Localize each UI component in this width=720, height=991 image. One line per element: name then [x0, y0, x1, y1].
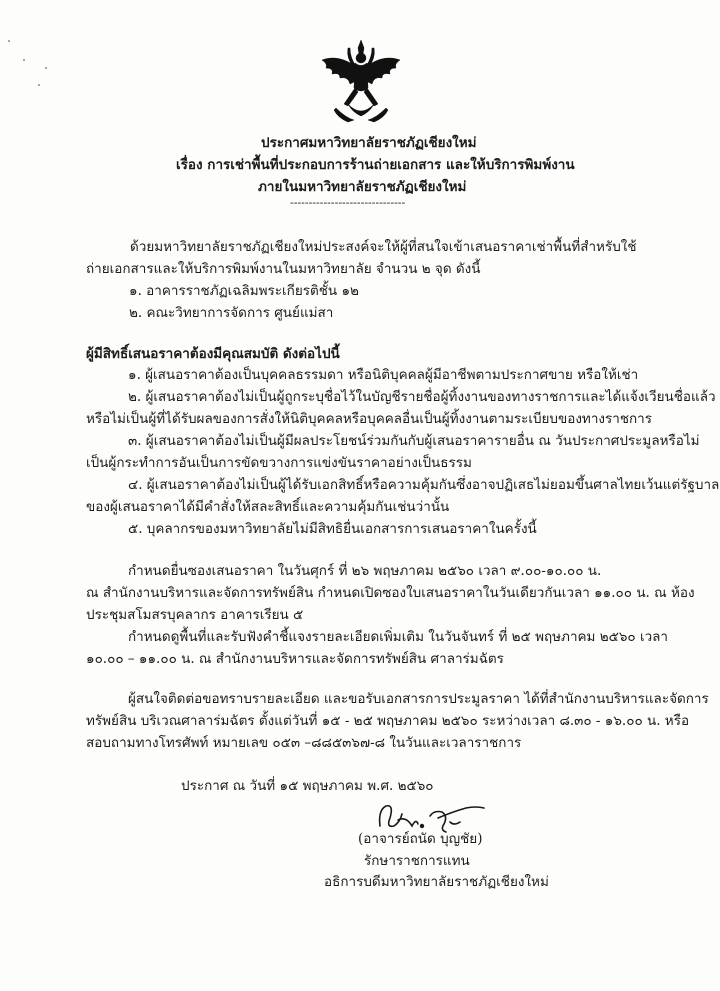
qualification-3b: เป็นผู้กระทำการอันเป็นการขัดขวางการแข่งขันราคาอย่างเป็นธรรม	[86, 455, 472, 471]
title-line-2: เรื่อง การเช่าพื้นที่ประกอบการร้านถ่ายเอกสาร และให้บริการพิมพ์งาน	[176, 157, 575, 173]
intro-item-2: ๒. คณะวิทยาการจัดการ ศูนย์แม่สา	[129, 305, 334, 321]
qualification-3a: ๓. ผู้เสนอราคาต้องไม่เป็นผู้มีผลประโยชน์ร่วมกันกับผู้เสนอราคารายอื่น ณ วันประกาศประมูลหรือไม่	[128, 433, 700, 449]
intro-line-2: ถ่ายเอกสารและให้บริการพิมพ์งานในมหาวิทยาลัย จำนวน ๒ จุด ดังนี้	[86, 261, 481, 277]
title-line-3: ภายในมหาวิทยาลัยราชภัฏเชียงใหม่	[258, 179, 467, 195]
qualifications-heading: ผู้มีสิทธิ์เสนอราคาต้องมีคุณสมบัติ ดังต่อไปนี้	[86, 346, 340, 362]
signatory-name: (อาจารย์ถนัด บุญชัย)	[358, 831, 483, 847]
contact-line-2: ทรัพย์สิน บริเวณศาลาร่มฉัตร ตั้งแต่วันที่ ๑๕ - ๒๕ พฤษภาคม ๒๕๖๐ ระหว่างเวลา ๘.๓๐ - ๑๖.๐๐ น. หรือ	[86, 713, 690, 729]
speck	[45, 67, 47, 69]
schedule-p1-line-1: กำหนดยื่นซองเสนอราคา ในวันศุกร์ ที่ ๒๖ พฤษภาคม ๒๕๖๐ เวลา ๙.๐๐-๑๐.๐๐ น.	[128, 563, 602, 579]
garuda-emblem	[318, 38, 404, 124]
title-line-1: ประกาศมหาวิทยาลัยราชภัฏเชียงใหม่	[261, 135, 477, 151]
header-divider: -------------------------------	[290, 196, 406, 209]
signatory-title: อธิการบดีมหาวิทยาลัยราชภัฏเชียงใหม่	[324, 874, 549, 890]
schedule-p1-line-2: ณ สำนักงานบริหารและจัดการทรัพย์สิน กำหนดเปิดซองใบเสนอราคาในวันเดียวกันเวลา ๑๑.๐๐ น. ณ ห้อง	[86, 585, 695, 601]
qualification-5: ๕. บุคลากรของมหาวิทยาลัยไม่มีสิทธิยื่นเอกสารการเสนอราคาในครั้งนี้	[128, 521, 537, 537]
schedule-p2-line-1: กำหนดดูพื้นที่และรับฟังคำชี้แจงรายละเอียดเพิ่มเติม ในวันจันทร์ ที่ ๒๕ พฤษภาคม ๒๕๖๐ เวลา	[128, 629, 669, 645]
speck	[23, 59, 25, 61]
speck	[8, 40, 10, 42]
qualification-2b: หรือไม่เป็นผู้ที่ได้รับผลของการสั่งให้นิติบุคคลหรือบุคคลอื่นเป็นผู้ทิ้งงานตามระเบียบของทางราชการ	[86, 411, 653, 427]
qualification-4a: ๔. ผู้เสนอราคาต้องไม่เป็นผู้ได้รับเอกสิทธิ์หรือความคุ้มกันซึ่งอาจปฏิเสธไม่ยอมขึ้นศาลไทยเว้นแต่รัฐบาล	[128, 477, 720, 493]
qualification-1: ๑. ผู้เสนอราคาต้องเป็นบุคคลธรรมดา หรือนิติบุคคลผู้มีอาชีพตามประกาศขาย หรือให้เช่า	[128, 367, 639, 383]
qualification-2a: ๒. ผู้เสนอราคาต้องไม่เป็นผู้ถูกระบุชื่อไว้ในบัญชีรายชื่อผู้ทิ้งงานของทางราชการและได้แจ้งเวียนชื่อแล้ว	[128, 389, 716, 405]
contact-line-3: สอบถามทางโทรศัพท์ หมายเลข ๐๕๓ –๘๘๕๓๖๗-๘ ในวันและเวลาราชการ	[86, 735, 522, 751]
schedule-p2-line-2: ๑๐.๐๐ – ๑๑.๐๐ น. ณ สำนักงานบริหารและจัดการทรัพย์สิน ศาลาร่มฉัตร	[86, 651, 504, 667]
contact-line-1: ผู้สนใจติดต่อขอทราบรายละเอียด และขอรับเอกสารการประมูลราคา ได้ที่สำนักงานบริหารและจัดการ	[128, 691, 709, 707]
signatory-role: รักษาราชการแทน	[364, 853, 470, 869]
speck	[38, 84, 40, 86]
intro-line-1: ด้วยมหาวิทยาลัยราชภัฏเชียงใหม่ประสงค์จะให้ผู้ที่สนใจเข้าเสนอราคาเช่าพื้นที่สำหรับใช้	[130, 239, 637, 255]
announcement-date: ประกาศ ณ วันที่ ๑๕ พฤษภาคม พ.ศ. ๒๕๖๐	[181, 778, 434, 794]
intro-item-1: ๑. อาคารราชภัฏเฉลิมพระเกียรติชั้น ๑๒	[129, 283, 359, 299]
qualification-4b: ของผู้เสนอราคาได้มีคำสั่งให้สละสิทธิ์และความคุ้มกันเช่นว่านั้น	[86, 499, 450, 515]
garuda-icon	[318, 38, 404, 124]
schedule-p1-line-3: ประชุมสโมสรบุคลากร อาคารเรียน ๕	[86, 607, 304, 623]
